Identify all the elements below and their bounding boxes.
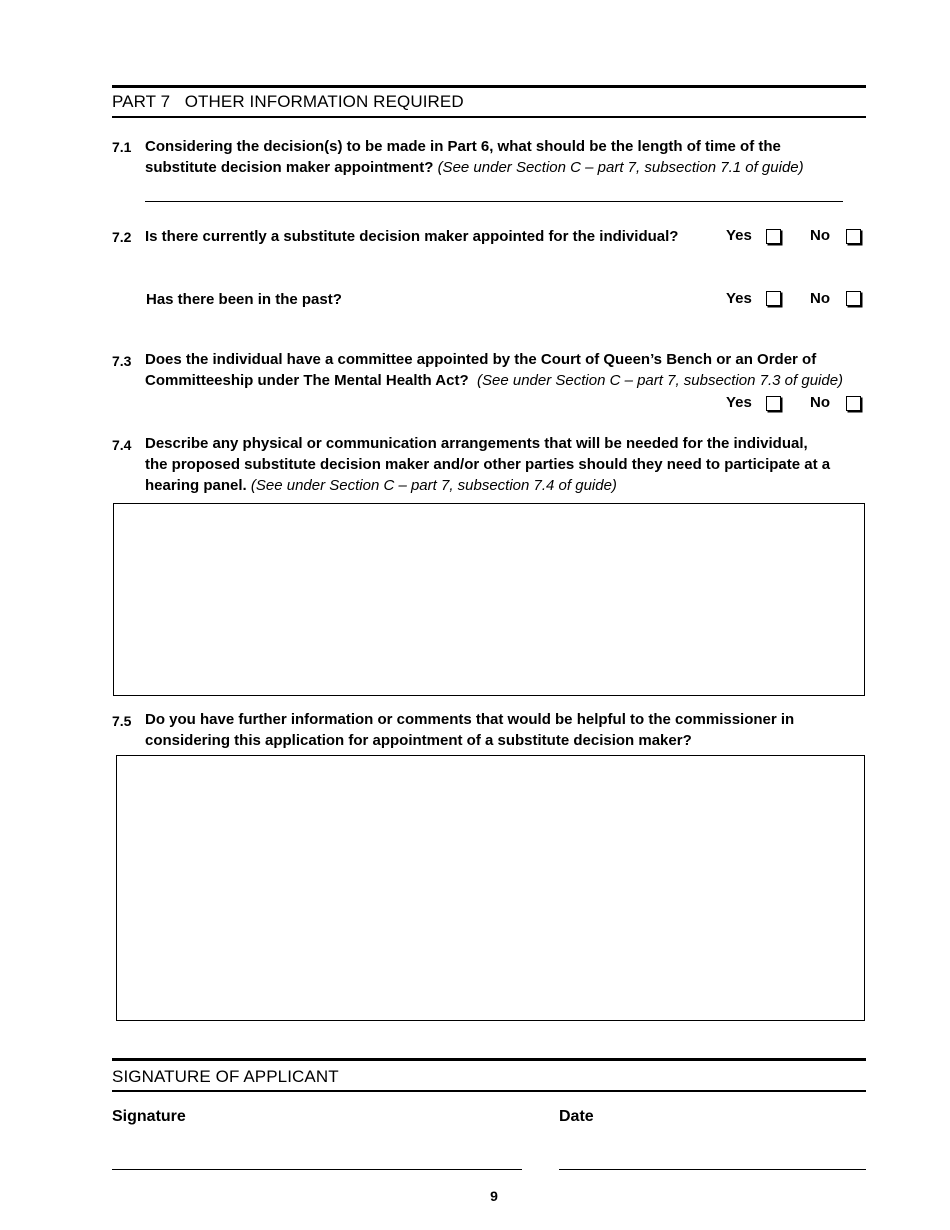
q7-2-yes-checkbox[interactable]	[766, 229, 781, 244]
q7-1-text	[145, 136, 865, 178]
signature-bottom-rule	[112, 1090, 866, 1092]
q7-3-text	[145, 349, 870, 391]
q7-4-line1: Describe any physical or communication arrangements that will be needed for the individual,	[145, 435, 808, 452]
page-number: 9	[490, 1188, 498, 1204]
q7-3-yes-label: Yes	[726, 394, 752, 411]
part7-bottom-rule	[112, 116, 866, 118]
q7-3-guide-ref: (See under Section C – part 7, subsection 7.3 of guide)	[477, 372, 844, 389]
q7-3-no-checkbox[interactable]	[846, 396, 861, 411]
q7-4-text	[145, 433, 870, 496]
q7-4-textarea[interactable]	[113, 503, 865, 696]
q7-2-past-text: Has there been in the past?	[146, 291, 342, 308]
q7-2-no-checkbox[interactable]	[846, 229, 861, 244]
signature-line[interactable]	[112, 1169, 522, 1170]
signature-label: Signature	[112, 1108, 186, 1125]
q7-1-guide-ref: (See under Section C – part 7, subsection 7.1 of guide)	[437, 159, 804, 176]
part7-title: PART 7 OTHER INFORMATION REQUIRED	[112, 92, 464, 111]
q7-4-line3: hearing panel.	[145, 477, 247, 494]
date-line[interactable]	[559, 1169, 866, 1170]
signature-top-rule	[112, 1058, 866, 1061]
q7-2-number: 7.2	[112, 229, 132, 245]
q7-4-number: 7.4	[112, 437, 132, 453]
date-label: Date	[559, 1108, 594, 1125]
q7-2-past-yes-label: Yes	[726, 290, 752, 307]
q7-5-line2: considering this application for appointment of a substitute decision maker?	[145, 732, 692, 749]
q7-1-line2: substitute decision maker appointment?	[145, 159, 434, 176]
signature-section-title: SIGNATURE OF APPLICANT	[112, 1067, 339, 1086]
q7-3-yes-checkbox[interactable]	[766, 396, 781, 411]
q7-4-line2: the proposed substitute decision maker and/or other parties should they need to participate at a	[145, 456, 831, 473]
q7-2-past-no-label: No	[810, 290, 830, 307]
q7-3-no-label: No	[810, 394, 830, 411]
q7-3-number: 7.3	[112, 353, 132, 369]
q7-2-yes-label: Yes	[726, 227, 752, 244]
q7-2-no-label: No	[810, 227, 830, 244]
q7-3-line1: Does the individual have a committee appointed by the Court of Queen’s Bench or an Order of	[145, 351, 817, 368]
q7-2-past-yes-checkbox[interactable]	[766, 291, 781, 306]
q7-5-textarea[interactable]	[116, 755, 865, 1021]
q7-1-line1: Considering the decision(s) to be made in Part 6, what should be the length of time of the	[145, 138, 781, 155]
q7-5-number: 7.5	[112, 713, 132, 729]
q7-5-text	[145, 709, 865, 751]
q7-2-text: Is there currently a substitute decision maker appointed for the individual?	[145, 228, 679, 245]
q7-1-answer-line[interactable]	[145, 201, 843, 202]
q7-3-line2: Committeeship under The Mental Health Act?	[145, 372, 469, 389]
q7-1-number: 7.1	[112, 139, 132, 155]
q7-2-past-no-checkbox[interactable]	[846, 291, 861, 306]
part7-top-rule	[112, 85, 866, 88]
q7-5-line1: Do you have further information or comments that would be helpful to the commissioner in	[145, 711, 795, 728]
q7-4-guide-ref: (See under Section C – part 7, subsection 7.4 of guide)	[250, 477, 617, 494]
